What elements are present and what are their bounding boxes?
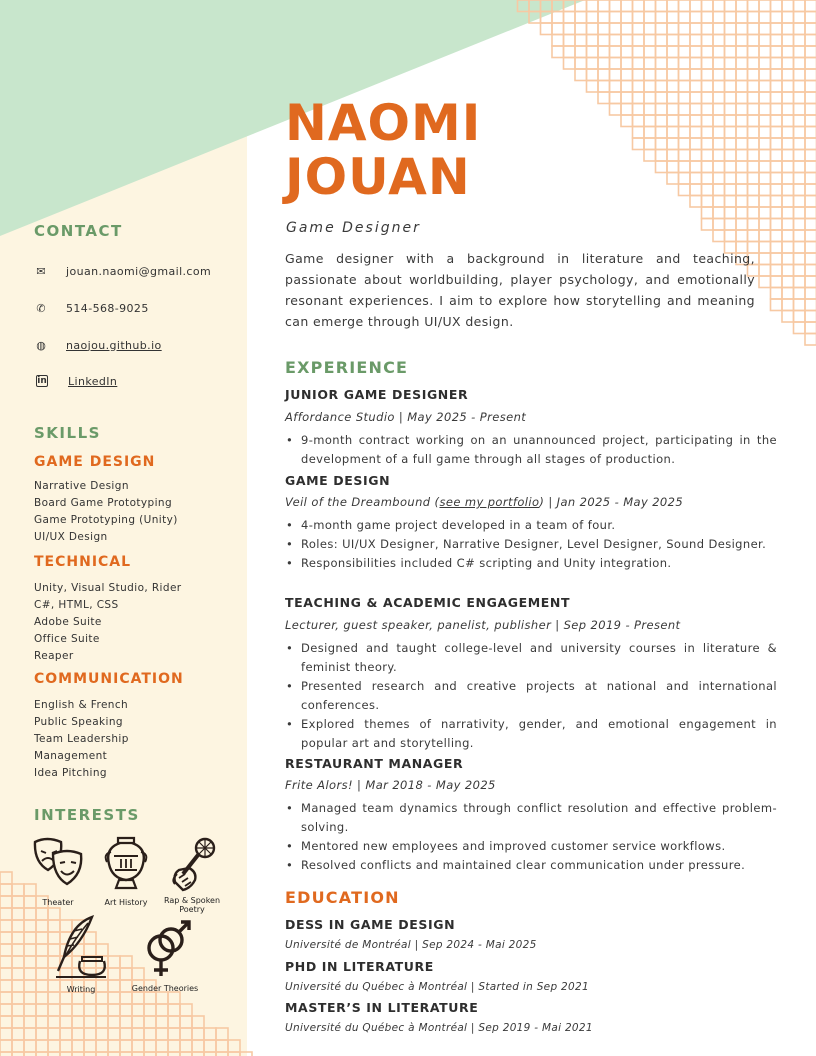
interest-art-history xyxy=(96,834,156,907)
skill-group-communication-title: COMMUNICATION xyxy=(34,671,184,687)
job-meta: Lecturer, guest speaker, panelist, publisher | Sep 2019 - Present xyxy=(285,618,681,632)
interests-heading: INTERESTS xyxy=(34,806,140,824)
microphone-hand-icon xyxy=(165,834,219,894)
theater-masks-icon xyxy=(31,836,85,894)
interest-theater xyxy=(28,836,88,907)
education-meta: Université de Montréal | Sep 2024 - Mai 2025 xyxy=(285,939,537,951)
job-title: RESTAURANT MANAGER xyxy=(285,756,464,771)
website-link[interactable]: naojou.github.io xyxy=(66,338,162,352)
first-name: NAOMI xyxy=(285,94,482,152)
job-role: Game Designer xyxy=(286,220,421,236)
job-meta-prefix: Veil of the Dreambound ( xyxy=(285,495,440,509)
bullet-item: • Mentored new employees and improved customer service workflows. xyxy=(285,837,777,856)
interest-writing xyxy=(50,913,112,994)
contact-website[interactable] xyxy=(34,337,162,353)
bullet-item: • Managed team dynamics through conflict resolution and effective problem-solving. xyxy=(285,799,777,837)
skill-list-technical xyxy=(34,580,182,665)
skill-item: Game Prototyping (Unity) xyxy=(34,514,178,526)
education-title: PHD IN LITERATURE xyxy=(285,959,434,974)
interest-label: Rap & Spoken Poetry xyxy=(163,896,221,914)
skill-list-game-design xyxy=(34,478,178,546)
experience-heading: EXPERIENCE xyxy=(285,358,409,377)
interest-label: Art History xyxy=(104,898,148,907)
education-title: DESS IN GAME DESIGN xyxy=(285,917,456,932)
skill-item: English & French xyxy=(34,699,129,711)
skill-item: Adobe Suite xyxy=(34,616,102,628)
bullet-item: • 4-month game project developed in a team of four. xyxy=(285,516,777,535)
interest-gender-theories xyxy=(128,918,202,993)
contact-linkedin[interactable] xyxy=(34,373,117,389)
quill-inkwell-icon xyxy=(52,913,110,981)
job-bullets xyxy=(285,516,777,573)
email-text: jouan.naomi@gmail.com xyxy=(66,264,212,278)
education-title: MASTER’S IN LITERATURE xyxy=(285,1000,479,1015)
skill-item: C#, HTML, CSS xyxy=(34,599,119,611)
skill-list-communication xyxy=(34,697,129,782)
job-title: GAME DESIGN xyxy=(285,473,391,488)
education-meta: Université du Québec à Montréal | Sep 2019 - Mai 2021 xyxy=(285,1022,593,1034)
skill-item: Narrative Design xyxy=(34,480,129,492)
phone-icon: ✆ xyxy=(36,301,46,315)
job-bullets xyxy=(285,639,777,753)
interest-label: Gender Theories xyxy=(131,984,199,993)
education-meta: Université du Québec à Montréal | Started in Sep 2021 xyxy=(285,981,589,993)
last-name: JOUAN xyxy=(285,148,471,206)
skill-item: Public Speaking xyxy=(34,716,123,728)
interest-rap-poetry xyxy=(162,834,222,914)
bullet-item: • Resolved conflicts and maintained clear communication under pressure. xyxy=(285,856,777,875)
job-meta-suffix: ) | Jan 2025 - May 2025 xyxy=(539,495,684,509)
portfolio-link[interactable]: see my portfolio xyxy=(439,495,540,509)
linkedin-link[interactable]: LinkedIn xyxy=(68,374,118,388)
contact-email[interactable] xyxy=(34,263,211,279)
envelope-icon: ✉ xyxy=(36,264,46,278)
skill-item: Idea Pitching xyxy=(34,767,107,779)
contact-heading: CONTACT xyxy=(34,222,123,240)
interest-label: Writing xyxy=(66,985,96,994)
skill-group-technical-title: TECHNICAL xyxy=(34,554,132,570)
job-title: JUNIOR GAME DESIGNER xyxy=(285,387,469,402)
interest-label: Theater xyxy=(42,898,74,907)
education-heading: EDUCATION xyxy=(285,888,400,907)
bullet-item: • Presented research and creative projects at national and international conferences. xyxy=(285,677,777,715)
gender-symbols-icon xyxy=(137,918,193,982)
bullet-item: • Responsibilities included C# scripting and Unity integration. xyxy=(285,554,777,573)
skill-item: Team Leadership xyxy=(34,733,129,745)
skill-item: Unity, Visual Studio, Rider xyxy=(34,582,182,594)
job-meta: Affordance Studio | May 2025 - Present xyxy=(285,410,527,424)
bullet-item: • Designed and taught college-level and university courses in literature & feminist theory. xyxy=(285,639,777,677)
skill-item: Board Game Prototyping xyxy=(34,497,173,509)
bullet-item: • Explored themes of narrativity, gender, and emotional engagement in popular art and storytelling. xyxy=(285,715,777,753)
linkedin-icon: in xyxy=(37,376,47,386)
job-meta: Frite Alors! | Mar 2018 - May 2025 xyxy=(285,778,496,792)
skill-group-game-design-title: GAME DESIGN xyxy=(34,454,156,470)
skill-item: Reaper xyxy=(34,650,74,662)
globe-icon: ◍ xyxy=(36,338,46,352)
bullet-item: • 9-month contract working on an unannounced project, participating in the development of a full game through all stages of production. xyxy=(285,431,777,469)
profile-summary: Game designer with a background in literature and teaching, passionate about worldbuilding, player psychology, and emotionally resonant experiences. I aim to explore how storytelling and meaning can emerge through UI/UX design. xyxy=(285,251,755,329)
amphora-icon xyxy=(101,834,151,894)
job-bullets xyxy=(285,431,777,469)
bullet-item: • Roles: UI/UX Designer, Narrative Designer, Level Designer, Sound Designer. xyxy=(285,535,777,554)
job-title: TEACHING & ACADEMIC ENGAGEMENT xyxy=(285,595,571,610)
skill-item: Management xyxy=(34,750,108,762)
phone-text: 514-568-9025 xyxy=(66,301,149,315)
job-bullets xyxy=(285,799,777,875)
job-meta xyxy=(285,495,683,509)
skill-item: UI/UX Design xyxy=(34,531,108,543)
skill-item: Office Suite xyxy=(34,633,100,645)
contact-phone xyxy=(34,300,149,316)
skills-heading: SKILLS xyxy=(34,424,101,442)
